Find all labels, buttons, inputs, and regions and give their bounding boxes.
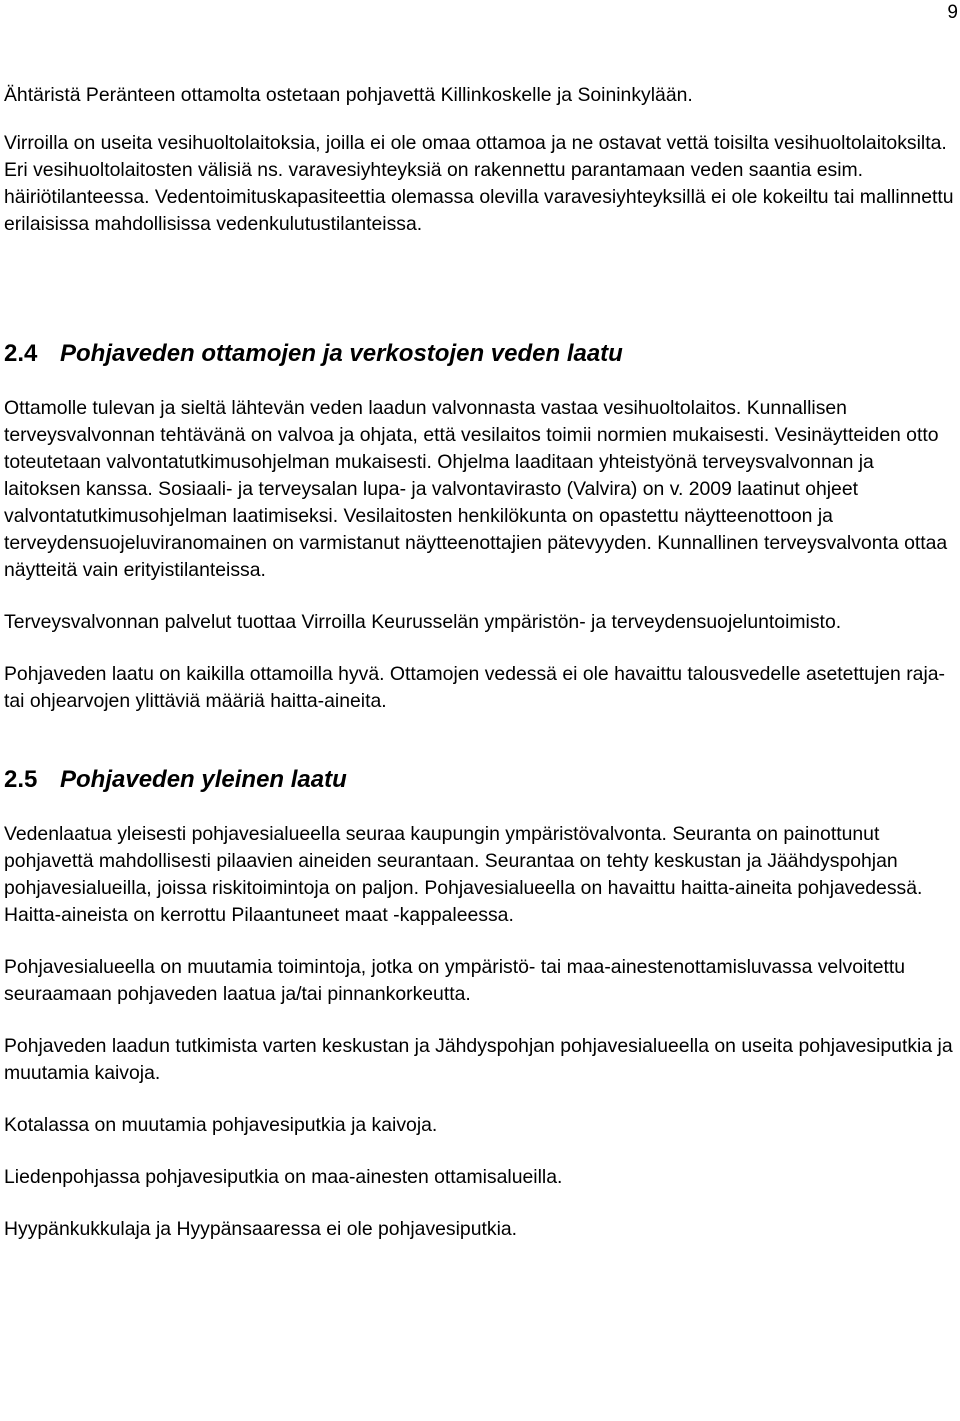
- paragraph-virrat-backup-connections: Virroilla on useita vesihuoltolaitoksia, joilla ei ole omaa ottamoa ja ne ostavat vettä toisilta vesihuoltolaitoksilta. Eri vesihuoltolaitosten välisiä ns. varavesiyhteyksiä on rakennettu parantamaan veden saantia esim. häiriötilanteessa. Vedentoimituskapasiteettia olemassa olevilla varavesiyhteyksillä ei ole kokeiltu tai mallinnettu erilaisissa mahdollisissa vedenkulutustilanteissa.: [4, 132, 954, 235]
- paragraph-health-services: Terveysvalvonnan palvelut tuottaa Virroilla Keurusselän ympäristön- ja terveydensuojeluntoimisto.: [4, 611, 842, 633]
- section-title: Pohjaveden yleinen laatu: [60, 766, 347, 793]
- document-body: [4, 82, 954, 1243]
- section-title: Pohjaveden ottamojen ja verkostojen veden laatu: [60, 340, 623, 367]
- paragraph-kotala: Kotalassa on muutamia pohjavesiputkia ja kaivoja.: [4, 1114, 438, 1136]
- section-number: 2.4: [4, 340, 38, 367]
- paragraph-permitted-activities: Pohjavesialueella on muutamia toimintoja, jotka on ympäristö- tai maa-ainestenottamisluvassa velvoitettu seuraamaan pohjaveden laatua ja/tai pinnankorkeutta.: [4, 956, 906, 1005]
- section-heading-2-5: [4, 765, 954, 795]
- paragraph-ahtari-water-purchase: Ähtäristä Peränteen ottamolta ostetaan pohjavettä Killinkoskelle ja Soininkylään.: [4, 84, 693, 106]
- section-heading-2-4: [4, 339, 954, 369]
- paragraph-groundwater-quality-good: Pohjaveden laatu on kaikilla ottamoilla hyvä. Ottamojen vedessä ei ole havaittu talousvedelle asetettujen raja- tai ohjearvojen ylittäviä määriä haitta-aineita.: [4, 663, 946, 712]
- page-number: 9: [947, 2, 958, 23]
- paragraph-monitoring-pipes: Pohjaveden laadun tutkimista varten keskustan ja Jähdyspohjan pohjavesialueella on useita pohjavesiputkia ja muutamia kaivoja.: [4, 1035, 953, 1084]
- paragraph-hyypankukkula: Hyypänkukkulaja ja Hyypänsaaressa ei ole pohjavesiputkia.: [4, 1218, 518, 1240]
- paragraph-liedenpohja: Liedenpohjassa pohjavesiputkia on maa-ainesten ottamisalueilla.: [4, 1166, 563, 1188]
- paragraph-quality-monitoring: Ottamolle tulevan ja sieltä lähtevän veden laadun valvonnasta vastaa vesihuoltolaitos. Kunnallisen terveysvalvonnan tehtävänä on valvoa ja ohjata, että vesilaitos toimii normien mukaisesti. Vesinäytteiden otto toteutetaan valvontatutkimusohjelman mukaisesti. Ohjelma laaditaan yhteistyönä terveysvalvonnan ja laitoksen kanssa. Sosiaali- ja terveysalan lupa- ja valvontavirasto (Valvira) on v. 2009 laatinut ohjeet valvontatutkimusohjelman laatimiseksi. Vesilaitosten henkilökunta on opastettu näytteenottoon ja terveydensuojeluviranomainen on varmistanut näytteenottajien pätevyyden. Kunnallinen terveysvalvonta ottaa näytteitä vain erityistilanteissa.: [4, 397, 948, 581]
- section-number: 2.5: [4, 766, 38, 793]
- paragraph-general-monitoring: Vedenlaatua yleisesti pohjavesialueella seuraa kaupungin ympäristövalvonta. Seuranta on painottunut pohjavettä mahdollisesti pilaavien aineiden seurantaan. Seurantaa on tehty keskustan ja Jäähdyspohjan pohjavesialueilla, joissa riskitoimintoja on paljon. Pohjavesialueella on havaittu haitta-aineita pohjavedessä. Haitta-aineista on kerrottu Pilaantuneet maat -kappaleessa.: [4, 823, 923, 926]
